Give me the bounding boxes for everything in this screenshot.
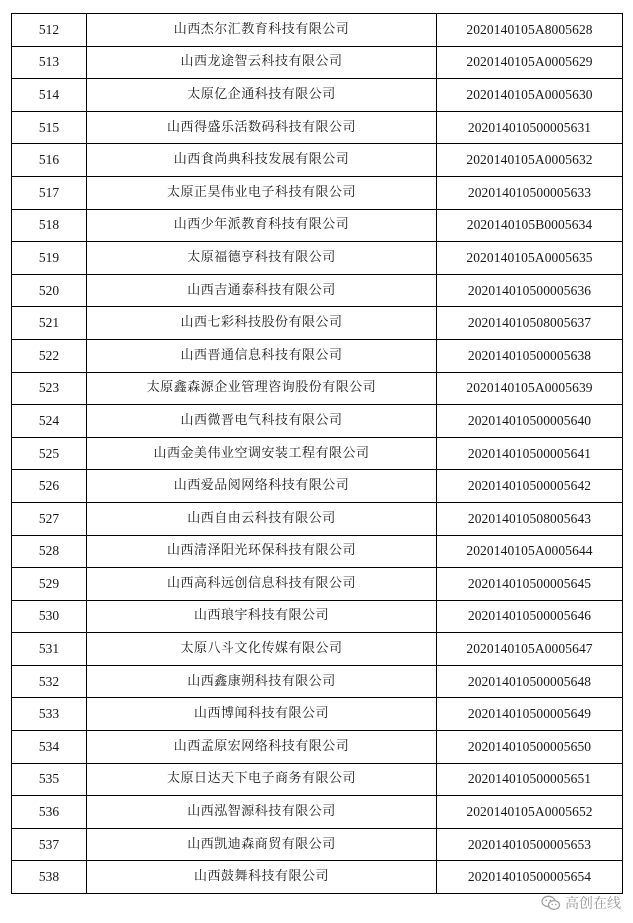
row-number-cell: 513: [12, 46, 87, 79]
table-row: [12, 307, 623, 340]
registration-code-cell: 202014010500005654: [437, 861, 623, 894]
table-row: [12, 600, 623, 633]
company-name-cell: 山西高科远创信息科技有限公司: [87, 568, 437, 601]
registration-code-cell: 202014010500005641: [437, 437, 623, 470]
registration-code-cell: 202014010508005643: [437, 502, 623, 535]
company-name-cell: 太原鑫森源企业管理咨询股份有限公司: [87, 372, 437, 405]
row-number-cell: 529: [12, 568, 87, 601]
company-name-cell: 山西金美伟业空调安装工程有限公司: [87, 437, 437, 470]
table-row: [12, 144, 623, 177]
company-name-cell: 太原八斗文化传媒有限公司: [87, 633, 437, 666]
row-number-cell: 531: [12, 633, 87, 666]
company-name-cell: 山西清泽阳光环保科技有限公司: [87, 535, 437, 568]
registration-code-cell: 2020140105A0005647: [437, 633, 623, 666]
company-name-cell: 山西博闻科技有限公司: [87, 698, 437, 731]
company-name-cell: 太原正昊伟业电子科技有限公司: [87, 176, 437, 209]
row-number-cell: 524: [12, 405, 87, 438]
registration-code-cell: 202014010508005637: [437, 307, 623, 340]
registration-code-cell: 202014010500005646: [437, 600, 623, 633]
registration-code-cell: 2020140105A0005629: [437, 46, 623, 79]
registration-code-cell: 2020140105A0005635: [437, 242, 623, 275]
table-row: [12, 828, 623, 861]
row-number-cell: 527: [12, 502, 87, 535]
watermark-text: 高创在线: [565, 896, 621, 912]
row-number-cell: 514: [12, 79, 87, 112]
company-name-cell: 山西七彩科技股份有限公司: [87, 307, 437, 340]
company-name-cell: 山西得盛乐活数码科技有限公司: [87, 111, 437, 144]
registration-code-cell: 202014010500005636: [437, 274, 623, 307]
row-number-cell: 534: [12, 731, 87, 764]
table-row: [12, 698, 623, 731]
row-number-cell: 523: [12, 372, 87, 405]
table-row: [12, 242, 623, 275]
registration-code-cell: 202014010500005645: [437, 568, 623, 601]
table-row: [12, 665, 623, 698]
row-number-cell: 512: [12, 14, 87, 47]
company-name-cell: 山西少年派教育科技有限公司: [87, 209, 437, 242]
registration-code-cell: 2020140105A0005644: [437, 535, 623, 568]
watermark: [541, 893, 621, 913]
registration-code-cell: 202014010500005633: [437, 176, 623, 209]
registration-code-cell: 202014010500005631: [437, 111, 623, 144]
table-row: [12, 46, 623, 79]
row-number-cell: 521: [12, 307, 87, 340]
table-row: [12, 437, 623, 470]
table-row: [12, 731, 623, 764]
registration-code-cell: 2020140105A8005628: [437, 14, 623, 47]
table-row: [12, 176, 623, 209]
registration-code-cell: 2020140105B0005634: [437, 209, 623, 242]
registration-code-cell: 2020140105A0005630: [437, 79, 623, 112]
registration-code-cell: 202014010500005651: [437, 763, 623, 796]
registration-code-cell: 202014010500005640: [437, 405, 623, 438]
table-row: [12, 274, 623, 307]
table-row: [12, 209, 623, 242]
row-number-cell: 520: [12, 274, 87, 307]
company-name-cell: 山西琅宇科技有限公司: [87, 600, 437, 633]
table-row: [12, 535, 623, 568]
table-row: [12, 470, 623, 503]
table-row: [12, 14, 623, 47]
row-number-cell: 535: [12, 763, 87, 796]
registration-code-cell: 202014010500005648: [437, 665, 623, 698]
registration-code-cell: 2020140105A0005639: [437, 372, 623, 405]
row-number-cell: 537: [12, 828, 87, 861]
registration-code-cell: 202014010500005650: [437, 731, 623, 764]
table-row: [12, 339, 623, 372]
company-name-cell: 山西微晋电气科技有限公司: [87, 405, 437, 438]
company-table-container: [11, 13, 622, 894]
registration-code-cell: 202014010500005642: [437, 470, 623, 503]
company-name-cell: 山西自由云科技有限公司: [87, 502, 437, 535]
wechat-icon: [541, 895, 561, 911]
company-name-cell: 太原日达天下电子商务有限公司: [87, 763, 437, 796]
table-row: [12, 372, 623, 405]
company-name-cell: 山西晋通信息科技有限公司: [87, 339, 437, 372]
row-number-cell: 516: [12, 144, 87, 177]
row-number-cell: 533: [12, 698, 87, 731]
table-row: [12, 763, 623, 796]
registration-code-cell: 2020140105A0005652: [437, 796, 623, 829]
company-name-cell: 山西孟原宏网络科技有限公司: [87, 731, 437, 764]
row-number-cell: 522: [12, 339, 87, 372]
registration-code-cell: 2020140105A0005632: [437, 144, 623, 177]
table-row: [12, 796, 623, 829]
table-row: [12, 405, 623, 438]
company-name-cell: 山西爱品阅网络科技有限公司: [87, 470, 437, 503]
company-name-cell: 太原福德亨科技有限公司: [87, 242, 437, 275]
row-number-cell: 530: [12, 600, 87, 633]
row-number-cell: 538: [12, 861, 87, 894]
table-row: [12, 111, 623, 144]
row-number-cell: 525: [12, 437, 87, 470]
row-number-cell: 518: [12, 209, 87, 242]
company-name-cell: 山西鑫康朔科技有限公司: [87, 665, 437, 698]
table-row: [12, 79, 623, 112]
row-number-cell: 536: [12, 796, 87, 829]
table-row: [12, 568, 623, 601]
table-row: [12, 633, 623, 666]
company-table-body: [12, 14, 623, 894]
company-name-cell: 山西食尚典科技发展有限公司: [87, 144, 437, 177]
registration-code-cell: 202014010500005649: [437, 698, 623, 731]
company-name-cell: 山西杰尔汇教育科技有限公司: [87, 14, 437, 47]
company-name-cell: 山西鼓舞科技有限公司: [87, 861, 437, 894]
row-number-cell: 517: [12, 176, 87, 209]
row-number-cell: 515: [12, 111, 87, 144]
company-name-cell: 山西泓智源科技有限公司: [87, 796, 437, 829]
row-number-cell: 528: [12, 535, 87, 568]
company-name-cell: 山西凯迪森商贸有限公司: [87, 828, 437, 861]
table-row: [12, 502, 623, 535]
table-row: [12, 861, 623, 894]
company-table: [11, 13, 623, 894]
registration-code-cell: 202014010500005653: [437, 828, 623, 861]
company-name-cell: 太原亿企通科技有限公司: [87, 79, 437, 112]
row-number-cell: 526: [12, 470, 87, 503]
row-number-cell: 519: [12, 242, 87, 275]
row-number-cell: 532: [12, 665, 87, 698]
registration-code-cell: 202014010500005638: [437, 339, 623, 372]
company-name-cell: 山西吉通泰科技有限公司: [87, 274, 437, 307]
company-name-cell: 山西龙途智云科技有限公司: [87, 46, 437, 79]
